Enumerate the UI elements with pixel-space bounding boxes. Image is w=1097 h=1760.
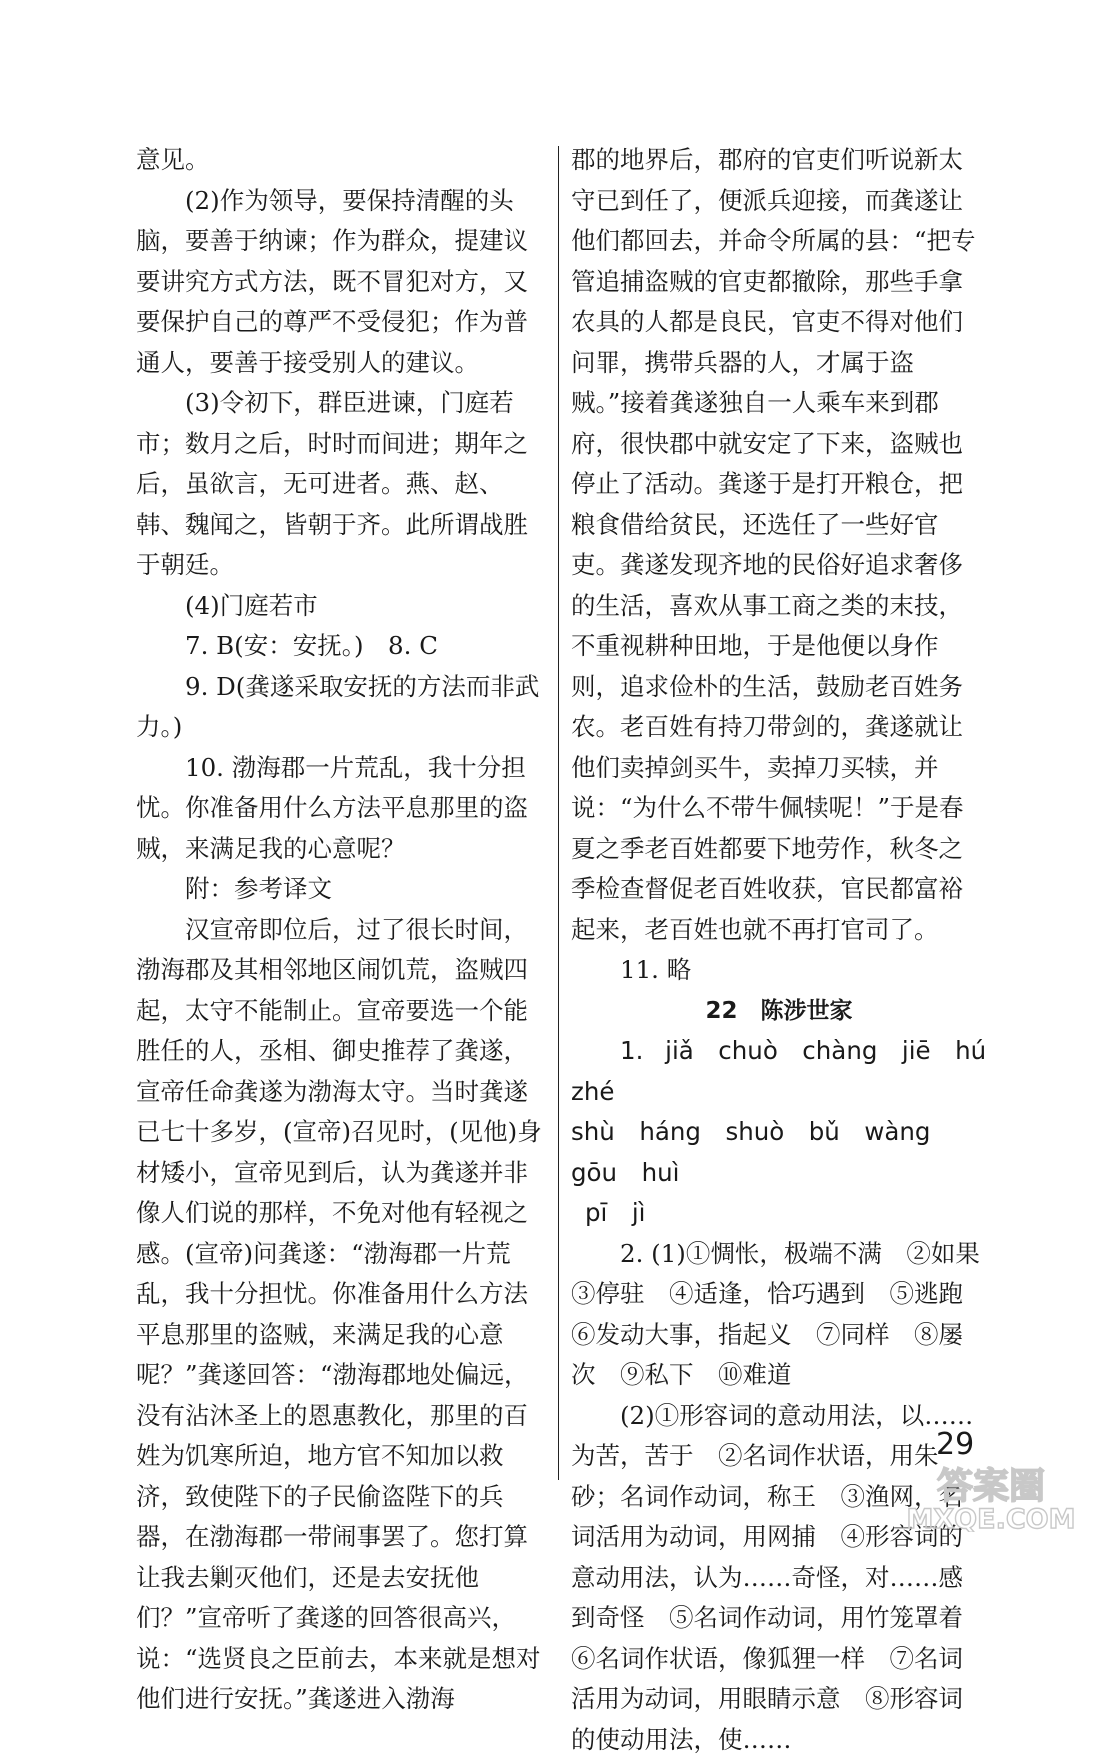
- item-2-2: (2)①形容词的意动用法，以……为苦，苦于 ②名词作状语，用朱砂；名词作动词，称王 ③渔网，名词活用为动词，用网捕 ④形容词的意动用法，认为……奇怪，对……感到奇怪 ⑤名词作动词，用竹笼罩着 ⑥名词作状语，像狐狸一样 ⑦名词活用为动词，用眼睛示意 ⑧形容词的使动用法，使……: [571, 1396, 987, 1760]
- section-title: 22 陈涉世家: [571, 991, 987, 1032]
- paragraph: (2)作为领导，要保持清醒的头脑，要善于纳谏；作为群众，提建议要讲究方式方法，既不冒犯对方，又要保护自己的尊严不受侵犯；作为普通人，要善于接受别人的建议。: [136, 181, 550, 384]
- translation-continued: 郡的地界后，郡府的官吏们听说新太守已到任了，便派兵迎接，而龚遂让他们都回去，并命令所属的县：“把专管追捕盗贼的官吏都撤除，那些手拿农具的人都是良民，官吏不得对他们问罪，携带兵器的人，才属于盗贼。”接着龚遂独自一人乘车来到郡府，很快郡中就安定了下来，盗贼也停止了活动。龚遂于是打开粮仓，把粮食借给贫民，还选任了一些好官吏。龚遂发现齐地的民俗好追求奢侈的生活，喜欢从事工商之类的末技，不重视耕种田地，于是他便以身作则，追求俭朴的生活，鼓励老百姓务农。老百姓有持刀带剑的，龚遂就让他们卖掉剑买牛，卖掉刀买犊，并说：“为什么不带牛佩犊呢！”于是春夏之季老百姓都要下地劳作，秋冬之季检查督促老百姓收获，官民都富裕起来，老百姓也就不再打官司了。: [571, 140, 987, 950]
- paragraph: 附：参考译文: [136, 869, 550, 910]
- paragraph: 7. B(安：安抚。) 8. C: [136, 626, 550, 667]
- paragraph: 汉宣帝即位后，过了很长时间，渤海郡及其相邻地区闹饥荒，盗贼四起，太守不能制止。宣帝要选一个能胜任的人，丞相、御史推荐了龚遂，宣帝任命龚遂为渤海太守。当时龚遂已七十多岁，(宣帝)召见时，(见他)身材矮小，宣帝见到后，认为龚遂并非像人们说的那样，不免对他有轻视之感。(宣帝)问龚遂：“渤海郡一片荒乱，我十分担忧。你准备用什么方法平息那里的盗贼，来满足我的心意呢？”龚遂回答：“渤海郡地处偏远，没有沾沐圣上的恩惠教化，那里的百姓为饥寒所迫，地方官不知加以救济，致使陛下的子民偷盗陛下的兵器，在渤海郡一带闹事罢了。您打算让我去剿灭他们，还是去安抚他们？”宣帝听了龚遂的回答很高兴，说：“选贤良之臣前去，本来就是想对他们进行安抚。”龚遂进入渤海: [136, 910, 550, 1720]
- item-2-1: 2. (1)①惆怅，极端不满 ②如果 ③停驻 ④适逢，恰巧遇到 ⑤逃跑 ⑥发动大事，指起义 ⑦同样 ⑧屡次 ⑨私下 ⑩难道: [571, 1234, 987, 1396]
- column-divider: [558, 146, 559, 1480]
- page-number: 29: [936, 1427, 974, 1462]
- pinyin-line: shù háng shuò bǔ wàng gōu huì: [571, 1112, 987, 1193]
- left-column: [136, 140, 550, 1720]
- pinyin-line: pī jì: [571, 1193, 987, 1234]
- pinyin-line: 1. jiǎ chuò chàng jiē hú zhé: [571, 1031, 987, 1112]
- paragraph: (4)门庭若市: [136, 586, 550, 627]
- paragraph: (3)令初下，群臣进谏，门庭若市；数月之后，时时而间进；期年之后，虽欲言，无可进者。燕、赵、韩、魏闻之，皆朝于齐。此所谓战胜于朝廷。: [136, 383, 550, 586]
- paragraph: 10. 渤海郡一片荒乱，我十分担忧。你准备用什么方法平息那里的盗贼，来满足我的心意呢？: [136, 748, 550, 870]
- watermark-url: MXQE.COM: [907, 1504, 1076, 1532]
- watermark-text: 答案圈: [937, 1466, 1045, 1507]
- paragraph: 意见。: [136, 140, 550, 181]
- paragraph: 9. D(龚遂采取安抚的方法而非武力。): [136, 667, 550, 748]
- watermark-logo: [895, 1462, 1093, 1532]
- item-11: 11. 略: [571, 950, 987, 991]
